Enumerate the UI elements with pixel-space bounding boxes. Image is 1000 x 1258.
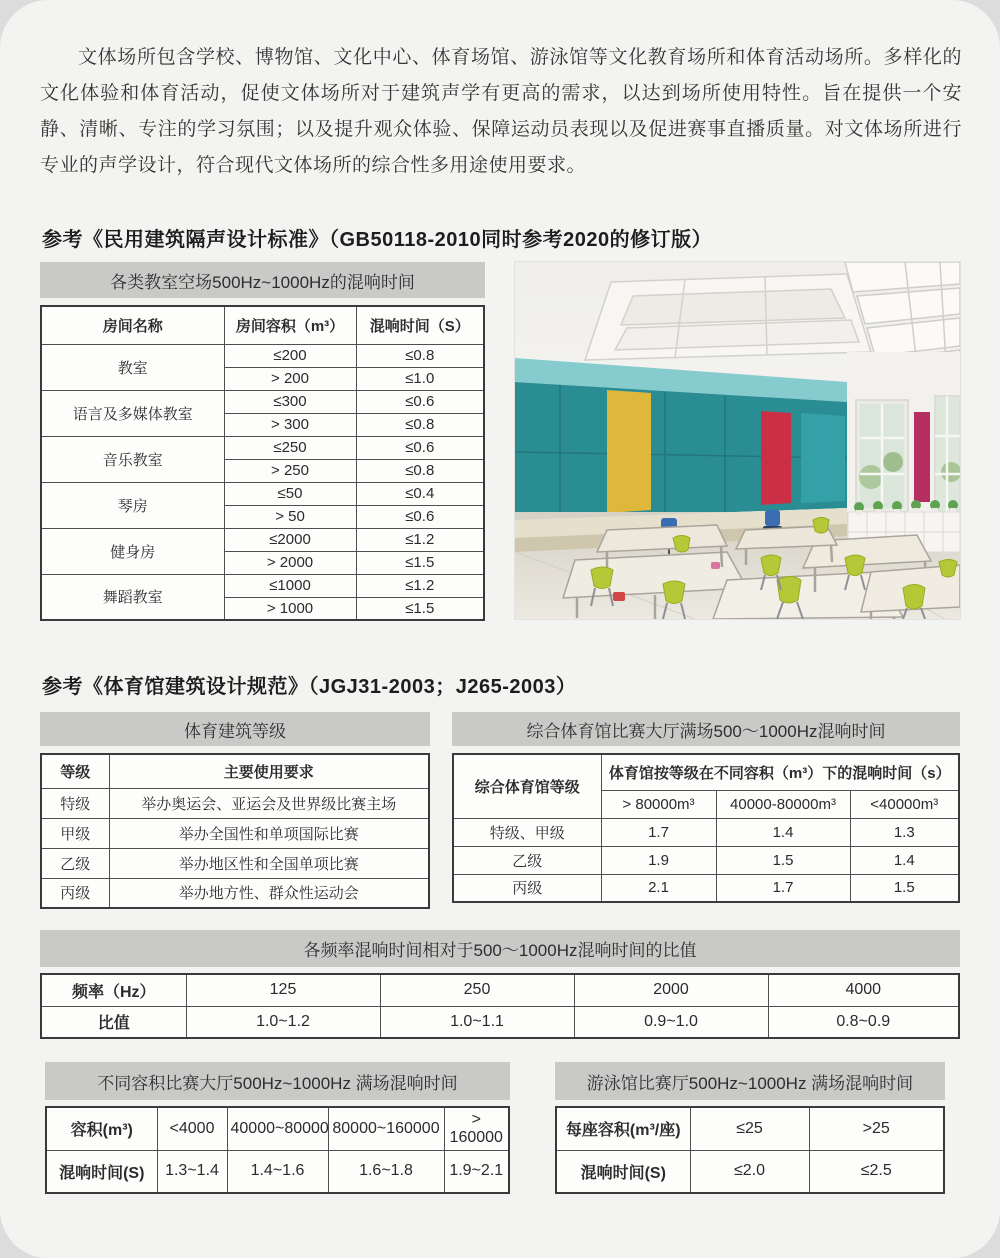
col-header: 综合体育馆等级 — [453, 754, 601, 818]
section1-heading: 参考《民用建筑隔声设计标准》（GB50118-2010同时参考2020的修订版） — [42, 229, 713, 251]
table-row — [41, 848, 429, 878]
table-row — [41, 818, 429, 848]
acoustic-panel-teal-light — [801, 413, 845, 503]
col-header: 主要使用要求 — [109, 754, 429, 788]
room-name: 语言及多媒体教室 — [41, 390, 224, 436]
room-volume: ≤250 — [224, 436, 356, 459]
room-rt: ≤1.5 — [356, 597, 484, 620]
ratio-table-title: 各频率混响时间相对于500～1000Hz混响时间的比值 — [40, 930, 960, 967]
volume-value: <4000 — [157, 1107, 227, 1150]
ratio-table-block — [40, 930, 960, 1039]
volume-value: 80000~160000 — [328, 1107, 444, 1150]
table-row — [556, 1107, 944, 1150]
table-row — [41, 574, 484, 597]
window-left — [856, 400, 908, 512]
grade-name: 乙级 — [41, 848, 109, 878]
rt-value: 1.5 — [850, 874, 959, 902]
room-name: 健身房 — [41, 528, 224, 574]
grade-name: 丙级 — [41, 878, 109, 908]
rt-value: 1.4 — [716, 818, 850, 846]
freq-value: 2000 — [574, 974, 768, 1006]
volume-value: ≤25 — [690, 1107, 809, 1150]
pool-table-block — [555, 1062, 945, 1194]
rt-value: ≤2.5 — [809, 1150, 944, 1193]
acoustic-panel-yellow — [607, 390, 651, 513]
grade-table-block — [40, 712, 430, 909]
table-header-row — [453, 754, 959, 790]
room-volume: > 2000 — [224, 551, 356, 574]
gym-rt-table-block — [452, 712, 960, 903]
pool-table-title: 游泳馆比赛厅500Hz~1000Hz 满场混响时间 — [555, 1062, 945, 1100]
table-row — [46, 1150, 509, 1193]
table-row — [41, 974, 959, 1006]
classroom-table-title: 各类教室空场500Hz~1000Hz的混响时间 — [40, 262, 485, 298]
ratio-value: 0.9~1.0 — [574, 1006, 768, 1038]
row-header: 频率（Hz） — [41, 974, 186, 1006]
table-row — [453, 874, 959, 902]
table-row — [41, 344, 484, 367]
table-row — [453, 818, 959, 846]
freq-value: 250 — [380, 974, 574, 1006]
window-right — [935, 396, 960, 512]
table-row — [453, 846, 959, 874]
table-row — [41, 528, 484, 551]
room-volume: > 250 — [224, 459, 356, 482]
ceiling-acoustic-clouds — [585, 274, 871, 360]
table-row — [41, 1006, 959, 1038]
grade-table — [40, 753, 430, 909]
rt-value: 2.1 — [601, 874, 716, 902]
room-rt: ≤1.5 — [356, 551, 484, 574]
grade-name: 甲级 — [41, 818, 109, 848]
rt-value: 1.4~1.6 — [227, 1150, 328, 1193]
row-header: 容积(m³) — [46, 1107, 157, 1150]
grade-table-title: 体育建筑等级 — [40, 712, 430, 746]
volume-value: 40000~80000 — [227, 1107, 328, 1150]
sub-header: <40000m³ — [850, 790, 959, 818]
classroom-photo — [515, 262, 960, 619]
rt-value: 1.9 — [601, 846, 716, 874]
ratio-table — [40, 973, 960, 1039]
grade-name: 乙级 — [453, 846, 601, 874]
pool-table — [555, 1106, 945, 1194]
table-header-row — [41, 754, 429, 788]
room-name: 音乐教室 — [41, 436, 224, 482]
grade-name: 特级 — [41, 788, 109, 818]
col-header: 房间名称 — [41, 306, 224, 344]
rt-value: 1.9~2.1 — [444, 1150, 509, 1193]
room-volume: ≤2000 — [224, 528, 356, 551]
ratio-value: 0.8~0.9 — [768, 1006, 959, 1038]
freq-value: 125 — [186, 974, 380, 1006]
col-header: 混响时间（S） — [356, 306, 484, 344]
room-rt: ≤1.2 — [356, 574, 484, 597]
room-volume: ≤300 — [224, 390, 356, 413]
col-header: 等级 — [41, 754, 109, 788]
table-row — [41, 436, 484, 459]
room-rt: ≤1.2 — [356, 528, 484, 551]
sub-header: 40000-80000m³ — [716, 790, 850, 818]
table-row — [41, 390, 484, 413]
volume-value: >25 — [809, 1107, 944, 1150]
grade-usage: 举办地方性、群众性运动会 — [109, 878, 429, 908]
room-name: 舞蹈教室 — [41, 574, 224, 620]
room-name: 教室 — [41, 344, 224, 390]
gym-rt-table — [452, 753, 960, 903]
table-header-row — [41, 306, 484, 344]
rt-value: ≤2.0 — [690, 1150, 809, 1193]
gym-rt-table-title: 综合体育馆比赛大厅满场500～1000Hz混响时间 — [452, 712, 960, 746]
row-header: 混响时间(S) — [556, 1150, 690, 1193]
sub-header: > 80000m³ — [601, 790, 716, 818]
rt-value: 1.3 — [850, 818, 959, 846]
room-volume: > 200 — [224, 367, 356, 390]
grade-name: 特级、甲级 — [453, 818, 601, 846]
row-header: 混响时间(S) — [46, 1150, 157, 1193]
rt-value: 1.5 — [716, 846, 850, 874]
classroom-table-block — [40, 262, 485, 621]
room-rt: ≤0.4 — [356, 482, 484, 505]
hall-table-block — [45, 1062, 510, 1194]
room-rt: ≤0.6 — [356, 505, 484, 528]
grade-usage: 举办奥运会、亚运会及世界级比赛主场 — [109, 788, 429, 818]
room-volume: > 50 — [224, 505, 356, 528]
acoustic-panel-magenta — [914, 412, 930, 502]
span-header: 体育馆按等级在不同容积（m³）下的混响时间（s） — [601, 754, 959, 790]
room-rt: ≤0.6 — [356, 436, 484, 459]
rt-value: 1.4 — [850, 846, 959, 874]
rt-value: 1.6~1.8 — [328, 1150, 444, 1193]
grade-usage: 举办全国性和单项国际比赛 — [109, 818, 429, 848]
table-row — [556, 1150, 944, 1193]
table-row — [41, 788, 429, 818]
acoustic-panel-red — [761, 411, 791, 505]
intro-paragraph: 文体场所包含学校、博物馆、文化中心、体育场馆、游泳馆等文化教育场所和体育活动场所。多样化的文化体验和体育活动，促使文体场所对于建筑声学有更高的需求，以达到场所使用特性。旨在提供一个安静、清晰、专注的学习氛围；以及提升观众体验、保障运动员表现以及促进赛事直播质量。对文体场所进行专业的声学设计，符合现代文体场所的综合性多用途使用要求。 — [40, 47, 962, 176]
room-rt: ≤0.8 — [356, 344, 484, 367]
section2-heading: 参考《体育馆建筑设计规范》（JGJ31-2003；J265-2003） — [42, 676, 577, 698]
freq-value: 4000 — [768, 974, 959, 1006]
room-volume: > 1000 — [224, 597, 356, 620]
teal-acoustic-wall — [515, 382, 847, 520]
room-volume: ≤1000 — [224, 574, 356, 597]
volume-value: > 160000 — [444, 1107, 509, 1150]
table-row — [41, 878, 429, 908]
room-rt: ≤0.6 — [356, 390, 484, 413]
classroom-photo-illustration — [515, 262, 960, 619]
room-volume: ≤200 — [224, 344, 356, 367]
room-rt: ≤0.8 — [356, 413, 484, 436]
ratio-value: 1.0~1.2 — [186, 1006, 380, 1038]
row-header: 比值 — [41, 1006, 186, 1038]
grade-name: 丙级 — [453, 874, 601, 902]
room-volume: ≤50 — [224, 482, 356, 505]
hall-table-title: 不同容积比赛大厅500Hz~1000Hz 满场混响时间 — [45, 1062, 510, 1100]
classroom-table — [40, 305, 485, 621]
col-header: 房间容积（m³） — [224, 306, 356, 344]
table-row — [41, 482, 484, 505]
grade-usage: 举办地区性和全国单项比赛 — [109, 848, 429, 878]
ratio-value: 1.0~1.1 — [380, 1006, 574, 1038]
room-rt: ≤0.8 — [356, 459, 484, 482]
rt-value: 1.3~1.4 — [157, 1150, 227, 1193]
room-volume: > 300 — [224, 413, 356, 436]
table-row — [46, 1107, 509, 1150]
hall-table — [45, 1106, 510, 1194]
rt-value: 1.7 — [716, 874, 850, 902]
room-rt: ≤1.0 — [356, 367, 484, 390]
room-name: 琴房 — [41, 482, 224, 528]
row-header: 每座容积(m³/座) — [556, 1107, 690, 1150]
rt-value: 1.7 — [601, 818, 716, 846]
